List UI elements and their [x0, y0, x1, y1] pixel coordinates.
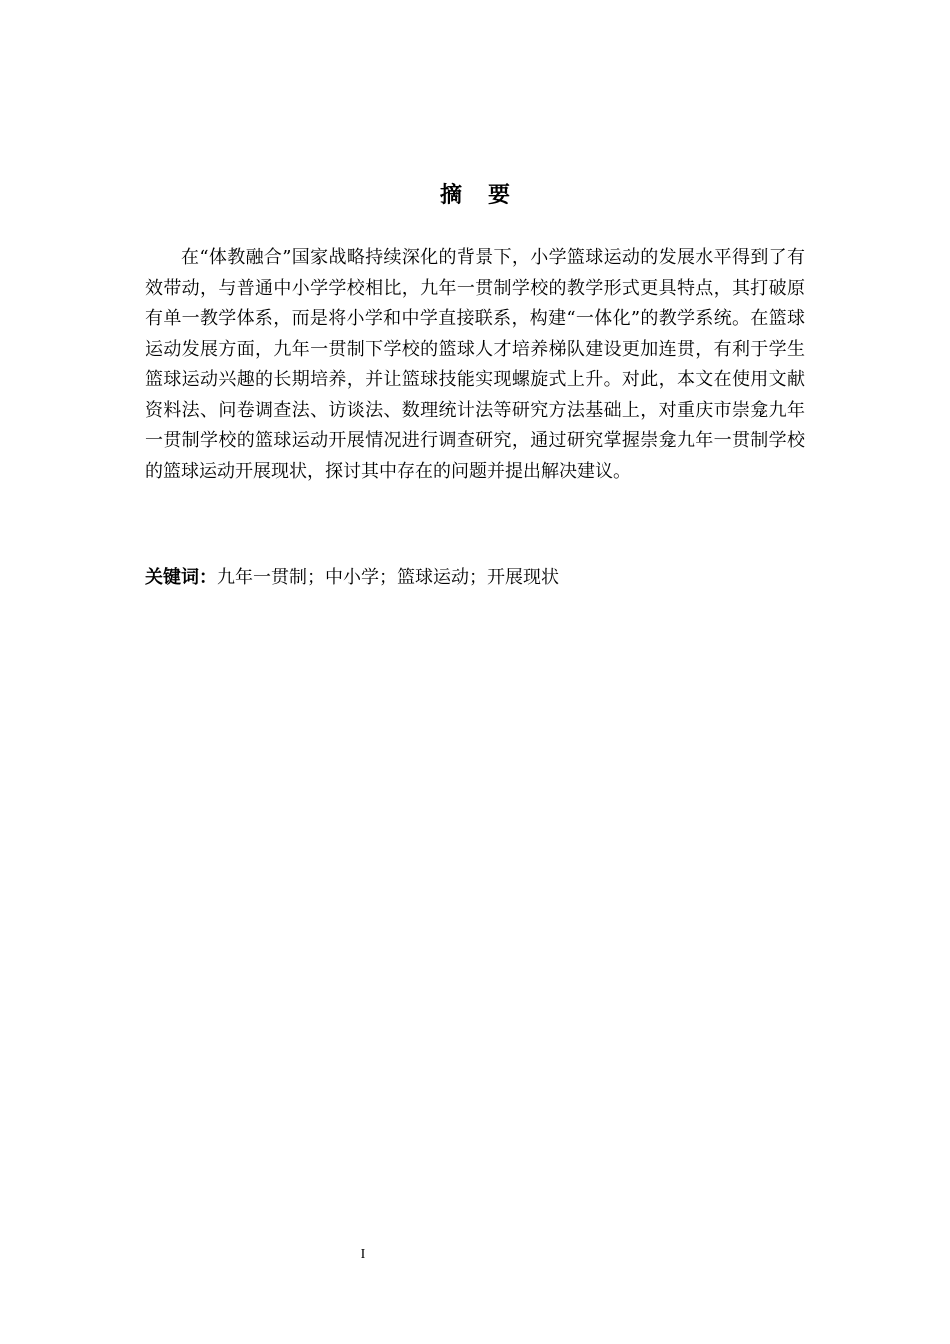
keywords-label: 关键词： — [145, 567, 217, 588]
page-number: I — [360, 1247, 366, 1262]
keywords-list: 九年一贯制；中小学；篮球运动；开展现状 — [217, 567, 559, 588]
keywords-line — [145, 563, 805, 593]
abstract-paragraph: 在“体教融合”国家战略持续深化的背景下，小学篮球运动的发展水平得到了有效带动，与普通中小学学校相比，九年一贯制学校的教学形式更具特点，其打破原有单一教学体系，而是将小学和中学直接联系，构建“一体化”的教学系统。在篮球运动发展方面，九年一贯制下学校的篮球人才培养梯队建设更加连贯，有利于学生篮球运动兴趣的长期培养，并让篮球技能实现螺旋式上升。对此，本文在使用文献资料法、问卷调查法、访谈法、数理统计法等研究方法基础上，对重庆市崇龛九年一贯制学校的篮球运动开展情况进行调查研究，通过研究掌握崇龛九年一贯制学校的篮球运动开展现状，探讨其中存在的问题并提出解决建议。 — [145, 247, 805, 482]
page-title: 摘要 — [439, 183, 536, 208]
